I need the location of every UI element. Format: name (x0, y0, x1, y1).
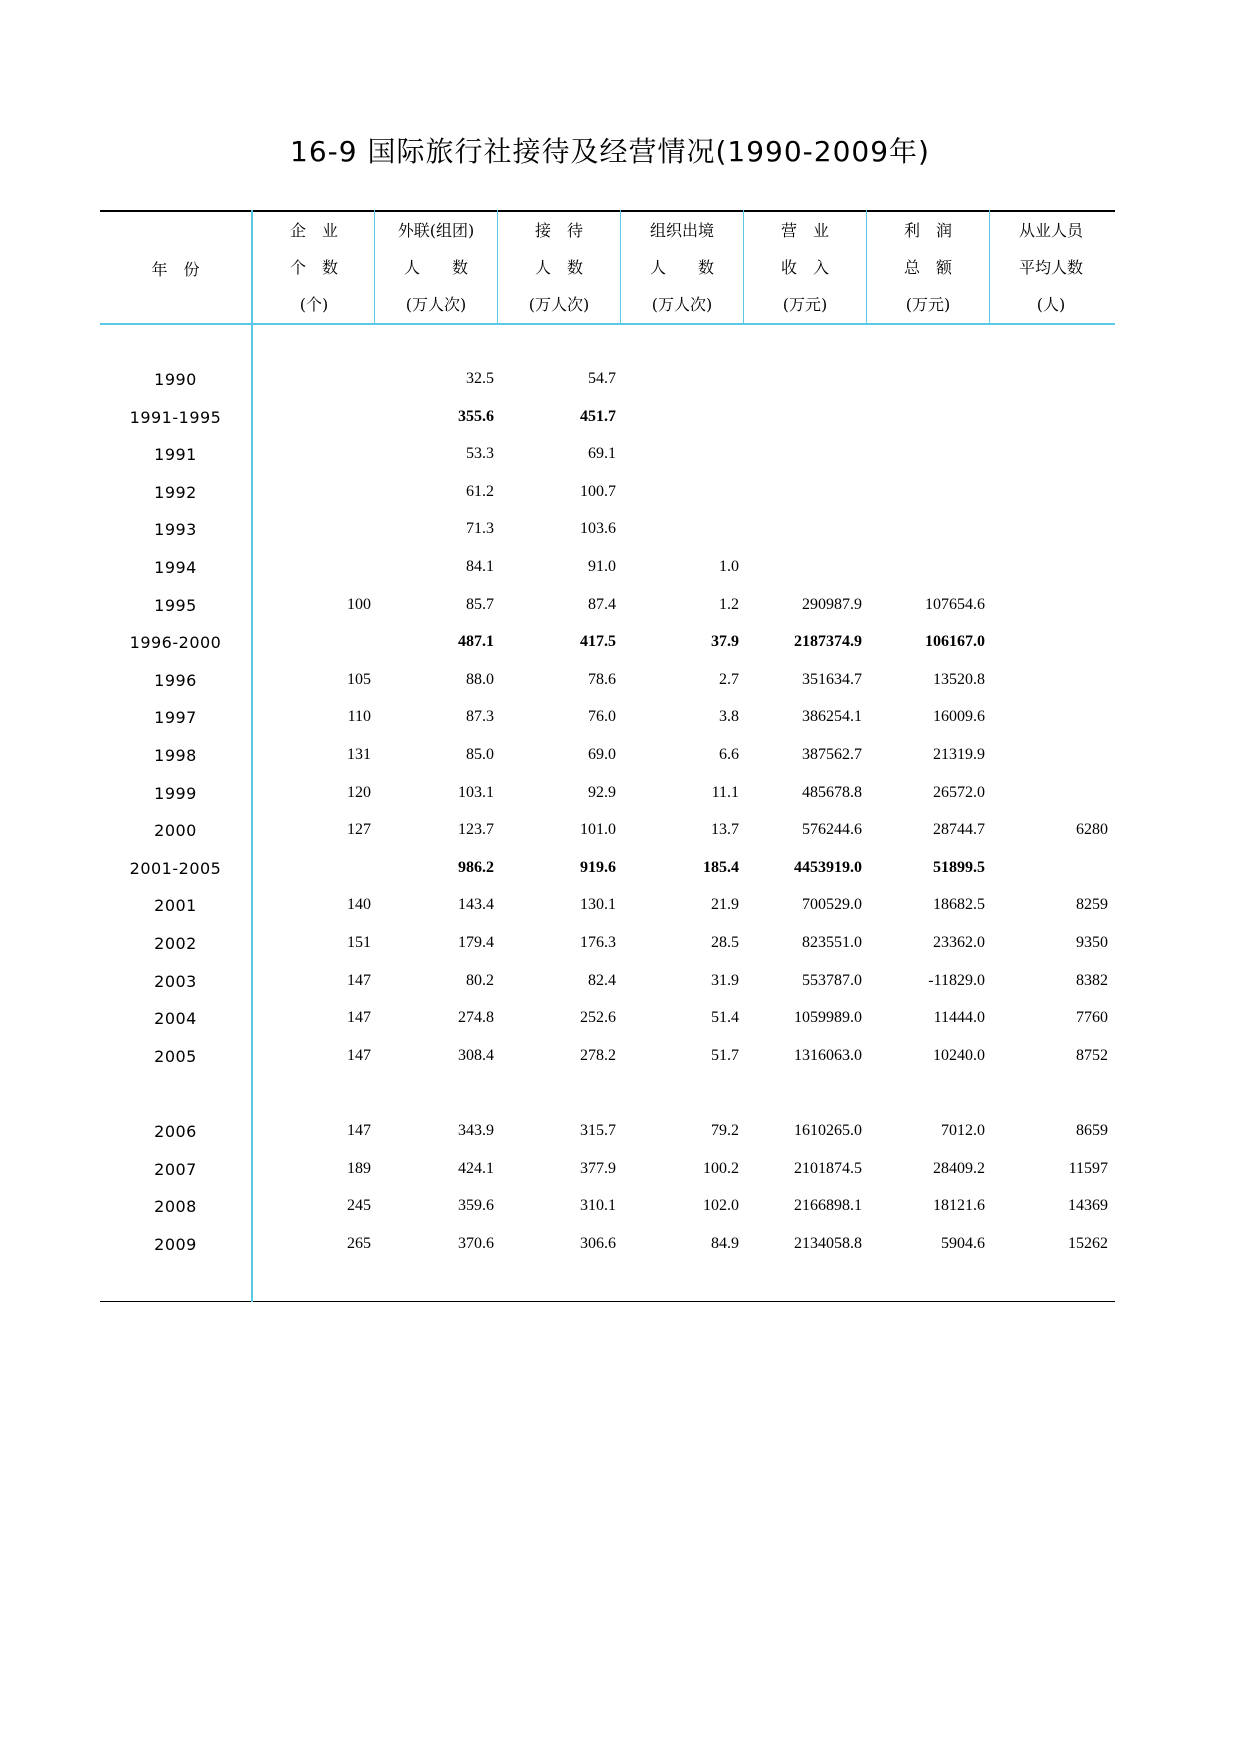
column-header-line: 人 数 (403, 258, 468, 277)
table-row (100, 1009, 1115, 1033)
column-header-line: 平均人数 (1018, 258, 1083, 277)
value-cell: 11597 (1068, 1160, 1108, 1177)
value-cell: 100 (347, 596, 371, 613)
value-cell: 451.7 (580, 408, 616, 425)
table-row (100, 671, 1115, 695)
value-cell: 91.0 (588, 558, 616, 575)
value-cell: 100.7 (580, 483, 616, 500)
value-cell: 123.7 (458, 821, 494, 838)
value-cell: 343.9 (458, 1122, 494, 1139)
column-header (867, 210, 989, 323)
year-cell: 1998 (154, 746, 197, 765)
column-header-line: 外联(组团) (397, 221, 475, 240)
column-header (498, 210, 620, 323)
table-row (100, 520, 1115, 544)
value-cell: 105 (347, 671, 371, 688)
year-cell: 1997 (154, 708, 197, 727)
table-row (100, 633, 1115, 657)
value-cell: 8382 (1076, 972, 1108, 989)
value-cell: 84.9 (711, 1235, 739, 1252)
value-cell: 179.4 (458, 934, 494, 951)
value-cell: 2187374.9 (794, 633, 862, 650)
year-cell: 1999 (154, 784, 197, 803)
column-header-line: 总 额 (903, 258, 952, 277)
value-cell: 61.2 (466, 483, 494, 500)
value-cell: 245 (347, 1197, 371, 1214)
value-cell: 147 (347, 1009, 371, 1026)
value-cell: 8659 (1076, 1122, 1108, 1139)
value-cell: 823551.0 (802, 934, 862, 951)
value-cell: 986.2 (458, 859, 494, 876)
column-header (621, 210, 743, 323)
value-cell: 130.1 (580, 896, 616, 913)
value-cell: 37.9 (711, 633, 739, 650)
value-cell: 28409.2 (933, 1160, 985, 1177)
value-cell: 351634.7 (802, 671, 862, 688)
value-cell: 308.4 (458, 1047, 494, 1064)
value-cell: 2101874.5 (794, 1160, 862, 1177)
value-cell: 278.2 (580, 1047, 616, 1064)
year-cell: 1996 (154, 671, 197, 690)
value-cell: 290987.9 (802, 596, 862, 613)
value-cell: 100.2 (703, 1160, 739, 1177)
value-cell: 359.6 (458, 1197, 494, 1214)
value-cell: 79.2 (711, 1122, 739, 1139)
value-cell: 189 (347, 1160, 371, 1177)
year-cell: 2004 (154, 1009, 197, 1028)
column-header-line: (万元) (905, 295, 951, 314)
value-cell: 85.7 (466, 596, 494, 613)
year-cell: 1995 (154, 596, 197, 615)
value-cell: 310.1 (580, 1197, 616, 1214)
value-cell: 107654.6 (925, 596, 985, 613)
table-row (100, 596, 1115, 620)
value-cell: 80.2 (466, 972, 494, 989)
value-cell: 147 (347, 1047, 371, 1064)
value-cell: 32.5 (466, 370, 494, 387)
table-row (100, 408, 1115, 432)
value-cell: 1.0 (719, 558, 739, 575)
table-row (100, 1235, 1115, 1259)
year-cell: 2001 (154, 896, 197, 915)
value-cell: 87.3 (466, 708, 494, 725)
value-cell: 18121.6 (933, 1197, 985, 1214)
table-row (100, 1122, 1115, 1146)
value-cell: 2134058.8 (794, 1235, 862, 1252)
table-row (100, 896, 1115, 920)
value-cell: 31.9 (711, 972, 739, 989)
value-cell: 2166898.1 (794, 1197, 862, 1214)
value-cell: 176.3 (580, 934, 616, 951)
value-cell: 1.2 (719, 596, 739, 613)
value-cell: 127 (347, 821, 371, 838)
value-cell: 5904.6 (941, 1235, 985, 1252)
column-header (990, 210, 1112, 323)
column-header-line: (万人次) (528, 295, 590, 314)
value-cell: 16009.6 (933, 708, 985, 725)
year-column-header: 年 份 (151, 260, 200, 279)
column-header-line: 接 待 (534, 221, 583, 240)
value-cell: 151 (347, 934, 371, 951)
value-cell: 76.0 (588, 708, 616, 725)
value-cell: 103.1 (458, 784, 494, 801)
value-cell: 185.4 (703, 859, 739, 876)
table-row (100, 445, 1115, 469)
value-cell: 21319.9 (933, 746, 985, 763)
value-cell: 6280 (1076, 821, 1108, 838)
column-header (744, 210, 866, 323)
value-cell: 8752 (1076, 1047, 1108, 1064)
value-cell: 51.4 (711, 1009, 739, 1026)
year-cell: 1991-1995 (129, 408, 222, 427)
value-cell: 8259 (1076, 896, 1108, 913)
value-cell: 147 (347, 972, 371, 989)
value-cell: 355.6 (458, 408, 494, 425)
value-cell: 14369 (1068, 1197, 1108, 1214)
year-cell: 2002 (154, 934, 197, 953)
value-cell: 87.4 (588, 596, 616, 613)
table-row (100, 934, 1115, 958)
year-cell: 2007 (154, 1160, 197, 1179)
table-row (100, 558, 1115, 582)
value-cell: 51.7 (711, 1047, 739, 1064)
column-header-line: 人 数 (534, 258, 583, 277)
column-header-line: (个) (299, 295, 329, 314)
column-header-line: (万人次) (405, 295, 467, 314)
value-cell: 7760 (1076, 1009, 1108, 1026)
value-cell: 51899.5 (933, 859, 985, 876)
value-cell: 131 (347, 746, 371, 763)
year-cell: 1994 (154, 558, 197, 577)
table-row (100, 821, 1115, 845)
column-header-line: (人) (1036, 295, 1066, 314)
column-header (375, 210, 497, 323)
column-header-line: (万人次) (651, 295, 713, 314)
column-header-line: 收 入 (780, 258, 829, 277)
value-cell: 18682.5 (933, 896, 985, 913)
year-cell: 2003 (154, 972, 197, 991)
table-row (100, 859, 1115, 883)
value-cell: 23362.0 (933, 934, 985, 951)
value-cell: 424.1 (458, 1160, 494, 1177)
value-cell: 6.6 (719, 746, 739, 763)
value-cell: 110 (347, 708, 371, 725)
value-cell: 82.4 (588, 972, 616, 989)
value-cell: 140 (347, 896, 371, 913)
value-cell: 306.6 (580, 1235, 616, 1252)
value-cell: 101.0 (580, 821, 616, 838)
value-cell: 1059989.0 (794, 1009, 862, 1026)
column-header-line: 企 业 (289, 221, 338, 240)
value-cell: 700529.0 (802, 896, 862, 913)
table-row (100, 370, 1115, 394)
value-cell: 84.1 (466, 558, 494, 575)
value-cell: 315.7 (580, 1122, 616, 1139)
value-cell: 10240.0 (933, 1047, 985, 1064)
value-cell: 1316063.0 (794, 1047, 862, 1064)
year-cell: 2008 (154, 1197, 197, 1216)
value-cell: 28744.7 (933, 821, 985, 838)
column-header-line: (万元) (782, 295, 828, 314)
value-cell: 919.6 (580, 859, 616, 876)
value-cell: 2.7 (719, 671, 739, 688)
value-cell: 377.9 (580, 1160, 616, 1177)
value-cell: 11.1 (711, 784, 739, 801)
table-row (100, 708, 1115, 732)
table-row (100, 1160, 1115, 1184)
value-cell: 13.7 (711, 821, 739, 838)
table-row (100, 483, 1115, 507)
column-header-line: 组织出境 (649, 221, 714, 240)
column-header-line: 从业人员 (1018, 221, 1083, 240)
year-cell: 2009 (154, 1235, 197, 1254)
value-cell: 252.6 (580, 1009, 616, 1026)
value-cell: 69.0 (588, 746, 616, 763)
year-cell: 1993 (154, 520, 197, 539)
page-title: 16-9 国际旅行社接待及经营情况(1990-2009年) (290, 135, 930, 168)
value-cell: 485678.8 (802, 784, 862, 801)
value-cell: 370.6 (458, 1235, 494, 1252)
year-cell: 1990 (154, 370, 197, 389)
year-cell: 2001-2005 (129, 859, 222, 878)
value-cell: 103.6 (580, 520, 616, 537)
year-cell: 1992 (154, 483, 197, 502)
table-row (100, 1047, 1115, 1071)
value-cell: 4453919.0 (794, 859, 862, 876)
value-cell: 71.3 (466, 520, 494, 537)
value-cell: 274.8 (458, 1009, 494, 1026)
column-header-line: 人 数 (649, 258, 714, 277)
value-cell: -11829.0 (928, 972, 985, 989)
value-cell: 15262 (1068, 1235, 1108, 1252)
value-cell: 78.6 (588, 671, 616, 688)
value-cell: 69.1 (588, 445, 616, 462)
column-header-line: 营 业 (780, 221, 829, 240)
value-cell: 26572.0 (933, 784, 985, 801)
value-cell: 11444.0 (933, 1009, 985, 1026)
value-cell: 28.5 (711, 934, 739, 951)
data-table (100, 210, 1115, 1302)
value-cell: 147 (347, 1122, 371, 1139)
value-cell: 1610265.0 (794, 1122, 862, 1139)
value-cell: 53.3 (466, 445, 494, 462)
value-cell: 9350 (1076, 934, 1108, 951)
value-cell: 576244.6 (802, 821, 862, 838)
value-cell: 3.8 (719, 708, 739, 725)
table-row (100, 972, 1115, 996)
year-cell: 2006 (154, 1122, 197, 1141)
value-cell: 386254.1 (802, 708, 862, 725)
value-cell: 417.5 (580, 633, 616, 650)
value-cell: 88.0 (466, 671, 494, 688)
table-row (100, 746, 1115, 770)
value-cell: 120 (347, 784, 371, 801)
value-cell: 487.1 (458, 633, 494, 650)
value-cell: 102.0 (703, 1197, 739, 1214)
table-row (100, 784, 1115, 808)
column-header-line: 利 润 (903, 221, 952, 240)
value-cell: 13520.8 (933, 671, 985, 688)
value-cell: 21.9 (711, 896, 739, 913)
value-cell: 7012.0 (941, 1122, 985, 1139)
value-cell: 265 (347, 1235, 371, 1252)
value-cell: 143.4 (458, 896, 494, 913)
value-cell: 553787.0 (802, 972, 862, 989)
year-cell: 2000 (154, 821, 197, 840)
value-cell: 54.7 (588, 370, 616, 387)
year-cell: 2005 (154, 1047, 197, 1066)
value-cell: 92.9 (588, 784, 616, 801)
column-header-line: 个 数 (289, 258, 338, 277)
column-header (253, 210, 375, 323)
year-cell: 1991 (154, 445, 197, 464)
value-cell: 85.0 (466, 746, 494, 763)
value-cell: 387562.7 (802, 746, 862, 763)
year-cell: 1996-2000 (129, 633, 222, 652)
value-cell: 106167.0 (925, 633, 985, 650)
table-row (100, 1197, 1115, 1221)
